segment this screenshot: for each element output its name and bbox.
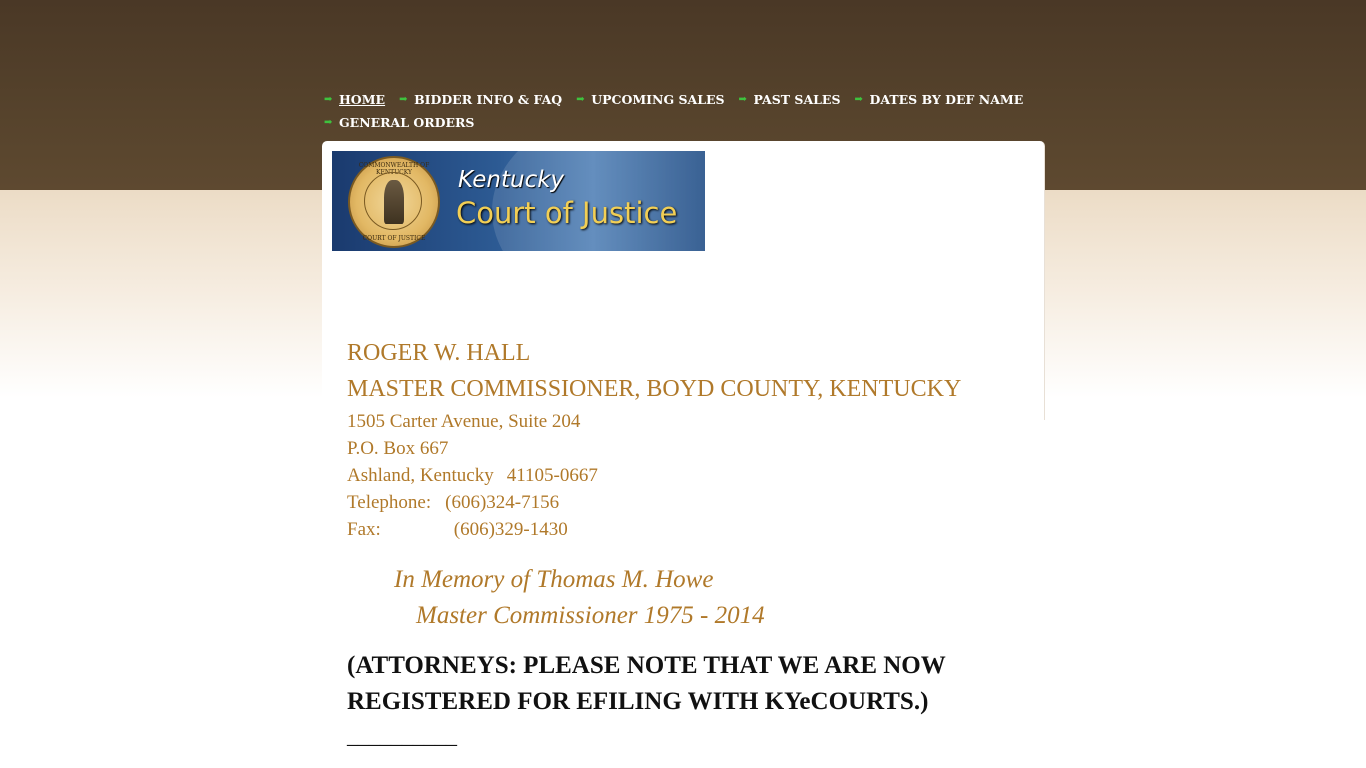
notice-line-1: (ATTORNEYS: PLEASE NOTE THAT WE ARE NOW (347, 652, 946, 679)
nav-item-label: GENERAL ORDERS (339, 115, 475, 130)
address-city-line (347, 462, 1007, 489)
telephone-label: Telephone: (347, 492, 432, 513)
nav-row-1 (324, 88, 1024, 111)
main-content (347, 335, 1007, 748)
memorial-line-2: Master Commissioner 1975 - 2014 (416, 602, 765, 629)
address-block (347, 408, 1007, 543)
nav-item-bidder-info[interactable] (399, 92, 562, 107)
address-zip: 41105-0667 (506, 465, 598, 486)
court-of-justice-banner (332, 151, 705, 251)
notice-line-2: REGISTERED FOR EFILING WITH KYeCOURTS.) (347, 688, 929, 715)
nav-item-general-orders[interactable] (324, 115, 474, 130)
efiling-notice (347, 648, 1007, 720)
fax-line (347, 516, 1007, 543)
seal-bottom-text: COURT OF JUSTICE (362, 235, 426, 242)
telephone-number: (606)324-7156 (445, 492, 560, 513)
commissioner-name: ROGER W. HALL (347, 340, 531, 366)
green-arrow-icon: ➡ (576, 94, 585, 105)
address-city: Ashland, Kentucky (347, 465, 494, 486)
nav-item-dates-by-def-name[interactable] (855, 92, 1024, 107)
separator-line: __________ (347, 723, 457, 748)
lady-justice-figure (384, 180, 404, 224)
telephone-line (347, 489, 1007, 516)
nav-row-2 (324, 111, 1024, 134)
main-navigation (324, 88, 1024, 134)
nav-item-label: PAST SALES (753, 92, 841, 107)
green-arrow-icon: ➡ (324, 94, 333, 105)
seal-top-text: COMMONWEALTH OF KENTUCKY (358, 162, 430, 176)
banner-title-court: Court of Justice (456, 196, 678, 230)
kentucky-court-seal-icon (348, 156, 440, 248)
memorial-line-1: In Memory of Thomas M. Howe (394, 566, 714, 593)
fax-label: Fax: (347, 519, 381, 540)
commissioner-title: MASTER COMMISSIONER, BOYD COUNTY, KENTUCKY (347, 376, 962, 402)
address-line-1: 1505 Carter Avenue, Suite 204 (347, 411, 581, 432)
nav-item-label: DATES BY DEF NAME (869, 92, 1024, 107)
memorial-block (347, 562, 1007, 634)
nav-item-past-sales[interactable] (739, 92, 841, 107)
nav-item-label: BIDDER INFO & FAQ (414, 92, 563, 107)
nav-item-label: HOME (339, 92, 386, 107)
address-line-2: P.O. Box 667 (347, 438, 449, 459)
nav-item-label: UPCOMING SALES (591, 92, 725, 107)
green-arrow-icon: ➡ (854, 94, 863, 105)
nav-item-home[interactable] (324, 92, 385, 107)
green-arrow-icon: ➡ (324, 117, 333, 128)
nav-item-upcoming-sales[interactable] (576, 92, 724, 107)
fax-number: (606)329-1430 (453, 519, 568, 540)
banner-title-kentucky: Kentucky (458, 167, 565, 193)
green-arrow-icon: ➡ (738, 94, 747, 105)
green-arrow-icon: ➡ (399, 94, 408, 105)
